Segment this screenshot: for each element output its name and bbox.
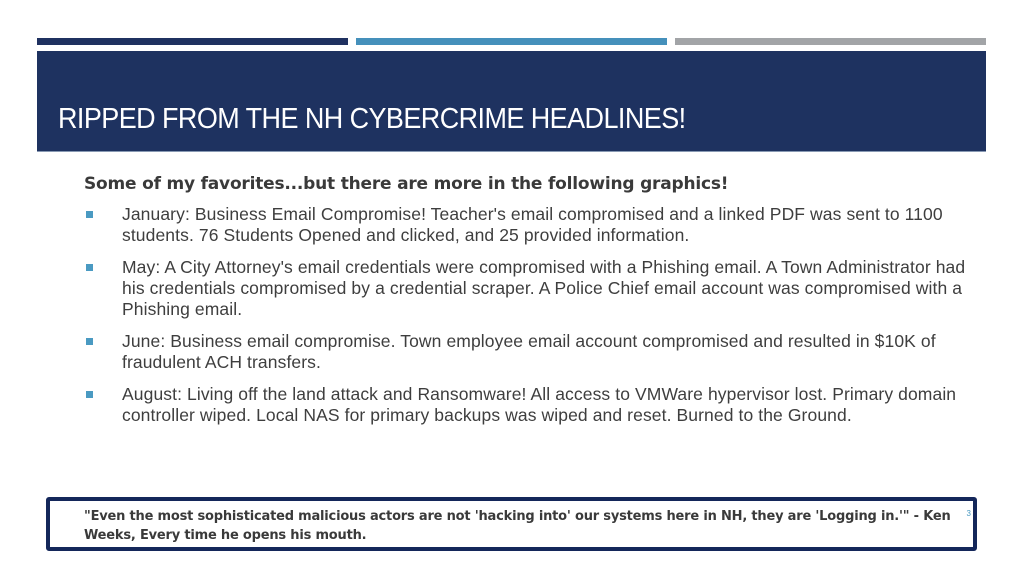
quote-box (46, 497, 977, 551)
list-item-text: May: A City Attorney's email credentials were compromised with a Phishing email. A Town Administrator had his credentials compromised by a credential scraper. A Police Chief email account was compromised with a Phishing email. (122, 257, 966, 319)
square-bullet-icon (86, 264, 93, 271)
list-item (84, 384, 984, 426)
square-bullet-icon (86, 338, 93, 345)
list-item (84, 257, 984, 320)
list-item-text: January: Business Email Compromise! Teacher's email compromised and a linked PDF was sent to 1100 students. 76 Students Opened and clicked, and 25 provided information. (122, 204, 943, 245)
accent-bar-blue (356, 38, 667, 45)
square-bullet-icon (86, 211, 93, 218)
list-item (84, 331, 984, 373)
list-item (84, 204, 984, 246)
intro-heading: Some of my favorites...but there are more in the following graphics! (84, 174, 729, 194)
accent-bar-gray (675, 38, 986, 45)
list-item-text: August: Living off the land attack and Ransomware! All access to VMWare hypervisor lost. Primary domain controller wiped. Local NAS for primary backups was wiped and reset. Burned to the Ground. (122, 384, 957, 425)
slide-number: 3 (966, 509, 971, 518)
square-bullet-icon (86, 391, 93, 398)
accent-bar-navy (37, 38, 348, 45)
slide-content (84, 174, 984, 437)
title-banner (37, 51, 986, 152)
quote-text: "Even the most sophisticated malicious actors are not 'hacking into' our systems here in NH, they are 'Logging in.'" - Ken Weeks, Every time he opens his mouth. (84, 509, 951, 543)
slide-title: RIPPED FROM THE NH CYBERCRIME HEADLINES! (58, 103, 686, 135)
list-item-text: June: Business email compromise. Town employee email account compromised and resulted in $10K of fraudulent ACH transfers. (122, 331, 936, 372)
